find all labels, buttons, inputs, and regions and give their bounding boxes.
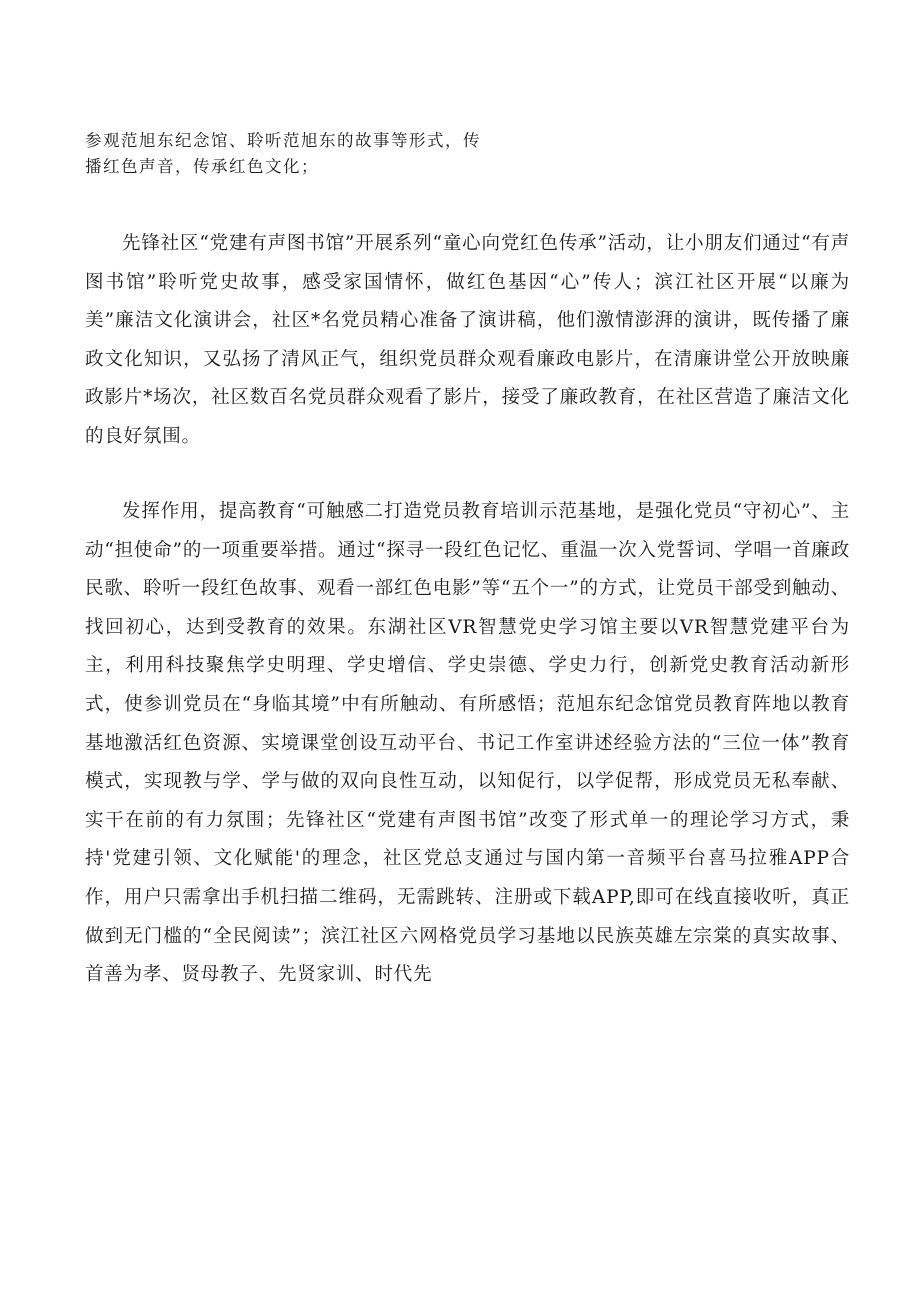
paragraph-education-base: 发挥作用，提高教育“可触感二打造党员教育培训示范基地，是强化党员“守初心”、主动“担使命”的一项重要举措。通过“探寻一段红色记忆、重温一次入党誓词、学唱一首廉政民歌、聆听一段红色故事、观看一部红色电影”等“五个一”的方式，让党员干部受到触动、找回初心，达到受教育的效果。东湖社区VR智慧党史学习馆主要以VR智慧党建平台为主，利用科技聚焦学史明理、学史增信、学史崇德、学史力行，创新党史教育活动新形式，使参训党员在“身临其境”中有所触动、有所感悟；范旭东纪念馆党员教育阵地以教育基地激活红色资源、实境课堂创设互动平台、书记工作室讲述经验方法的“三位一体”教育模式，实现教与学、学与做的双向良性互动，以知促行，以学促帮，形成党员无私奉献、实干在前的有力氛围；先锋社区“党建有声图书馆”改变了形式单一的理论学习方式，秉持'党建引领、文化赋能'的理念，社区党总支通过与国内第一音频平台喜马拉雅APP合作，用户只需拿出手机扫描二维码，无需跳转、注册或下载APP,即可在线直接收听，真正做到无门槛的“全民阅读”；滨江社区六网格党员学习基地以民族英雄左宗棠的真实故事、首善为孝、贤母教子、先贤家训、时代先 — [85, 501, 850, 986]
paragraph-pioneer-community: 先锋社区“党建有声图书馆”开展系列“童心向党红色传承”活动，让小朋友们通过“有声图书馆”聆听党史故事，感受家国情怀，做红色基因“心”传人；滨江社区开展“以廉为美”廉洁文化演讲会，社区*名党员精心准备了演讲稿，他们激情澎湃的演讲，既传播了廉政文化知识，又弘扬了清风正气，组织党员群众观看廉政电影片，在清廉讲堂公开放映廉政影片*场次，社区数百名党员群众观看了影片，接受了廉政教育，在社区营造了廉洁文化的良好氛围。 — [85, 233, 850, 447]
intro-text: 参观范旭东纪念馆、聆听范旭东的故事等形式，传播红色声音，传承红色文化； — [85, 131, 481, 176]
